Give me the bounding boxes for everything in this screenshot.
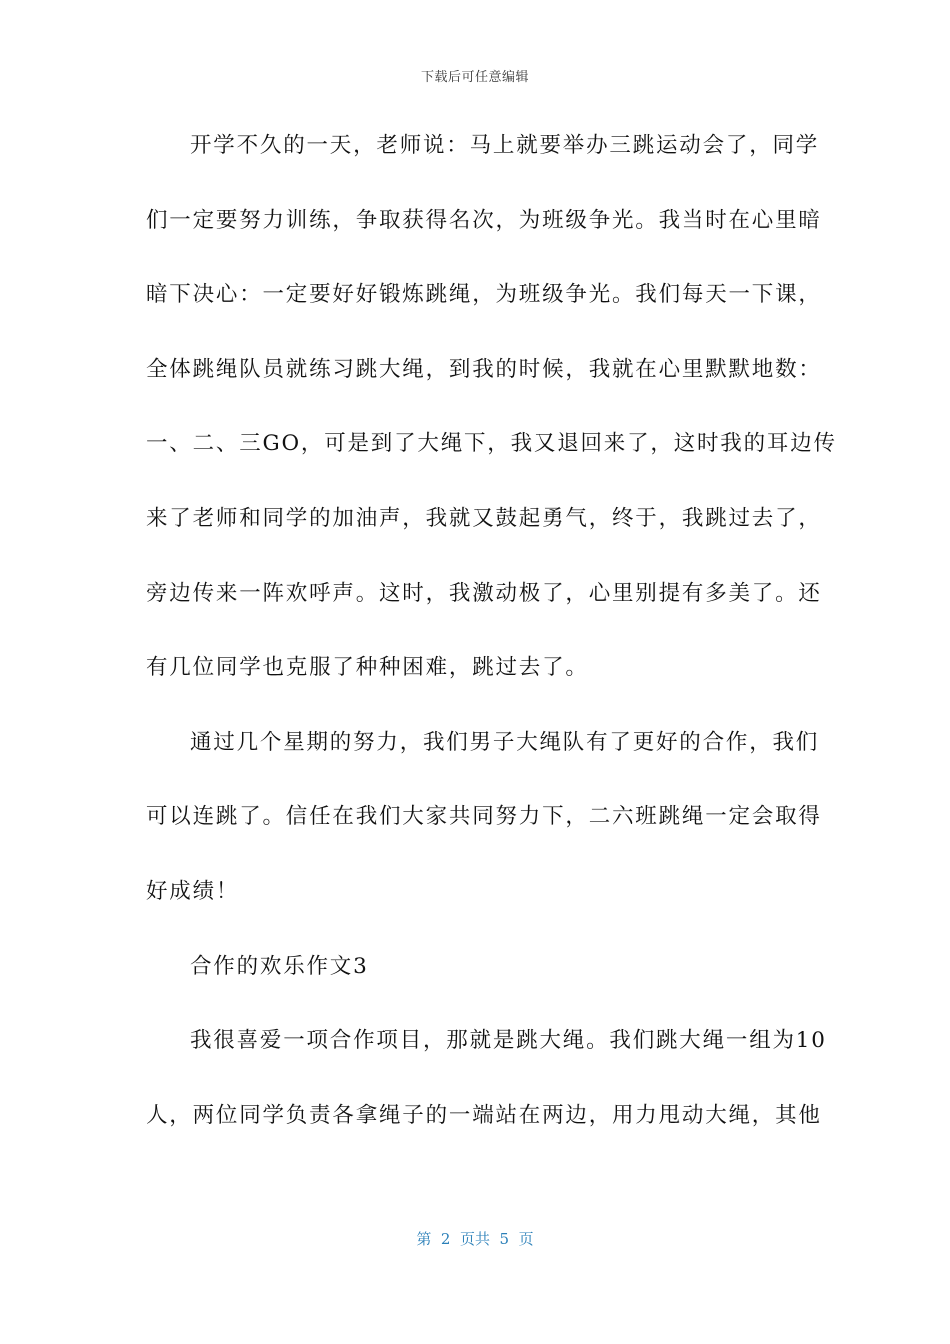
header-note: 下载后可任意编辑 — [420, 70, 529, 85]
paragraph-line: 来了老师和同学的加油声，我就又鼓起勇气，终于，我跳过去了， — [146, 505, 822, 531]
paragraph-line: 有几位同学也克服了种种困难，跳过去了。 — [146, 655, 589, 681]
paragraph-line: 们一定要努力训练，争取获得名次，为班级争光。我当时在心里暗 — [146, 207, 822, 233]
paragraph-line: 全体跳绳队员就练习跳大绳，到我的时候，我就在心里默默地数： — [146, 356, 822, 382]
paragraph-line: 开学不久的一天，老师说：马上就要举办三跳运动会了，同学 — [190, 133, 820, 158]
paragraph-line: 人，两位同学负责各拿绳子的一端站在两边，用力甩动大绳，其他 — [146, 1102, 822, 1128]
paragraph-line: 可以连跳了。信任在我们大家共同努力下，二六班跳绳一定会取得 — [146, 804, 822, 830]
document-body — [146, 126, 837, 1170]
section-heading: 合作的欢乐作文3 — [190, 953, 369, 979]
paragraph-line: 旁边传来一阵欢呼声。这时，我激动极了，心里别提有多美了。还 — [146, 580, 822, 606]
paragraph-line: 暗下决心：一定要好好锻炼跳绳，为班级争光。我们每天一下课， — [146, 282, 822, 308]
paragraph-line: 我很喜爱一项合作项目，那就是跳大绳。我们跳大绳一组为10 — [190, 1028, 827, 1054]
paragraph-line: 一、二、三GO，可是到了大绳下，我又退回来了，这时我的耳边传 — [146, 431, 837, 457]
page-indicator: 第 2 页共 5 页 — [416, 1230, 534, 1248]
paragraph-line: 好成绩！ — [146, 878, 240, 904]
paragraph-line: 通过几个星期的努力，我们男子大绳队有了更好的合作，我们 — [190, 729, 820, 755]
